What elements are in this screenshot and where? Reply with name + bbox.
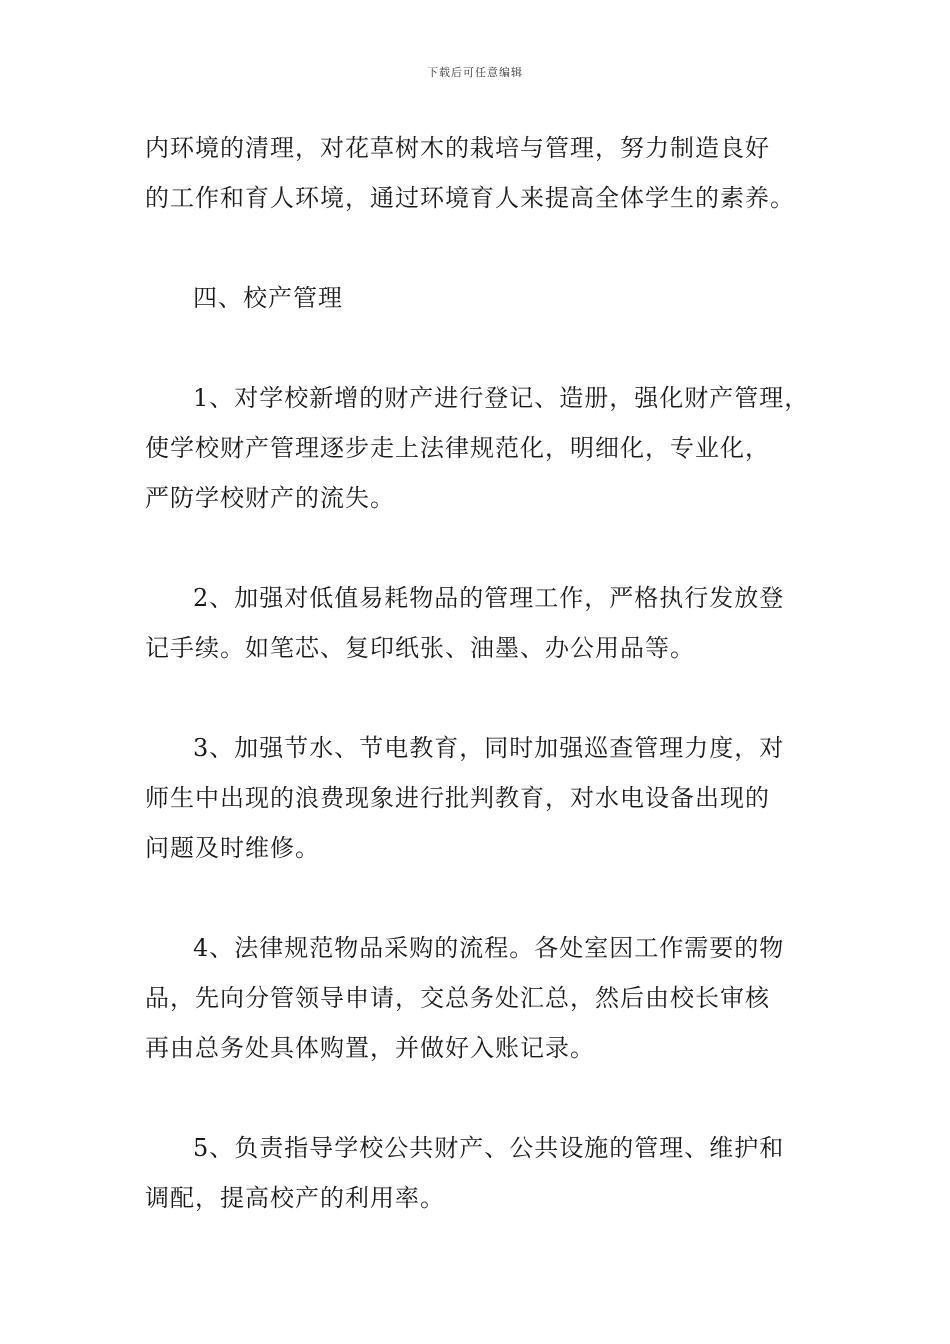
section-heading: 四、校产管理 <box>193 284 343 312</box>
paragraph-line: 使学校财产管理逐步走上法律规范化，明细化，专业化， <box>145 434 770 462</box>
paragraph-line: 再由总务处具体购置，并做好入账记录。 <box>145 1034 595 1062</box>
paragraph-line: 的工作和育人环境，通过环境育人来提高全体学生的素养。 <box>145 184 795 212</box>
paragraph-line: 1、对学校新增的财产进行登记、造册，强化财产管理， <box>193 384 810 412</box>
paragraph-line: 4、法律规范物品采购的流程。各处室因工作需要的物 <box>193 934 785 962</box>
paragraph-line: 问题及时维修。 <box>145 834 320 862</box>
paragraph-line: 品，先向分管领导申请，交总务处汇总，然后由校长审核 <box>145 984 770 1012</box>
page-header: 下载后可任意编辑 <box>427 66 523 79</box>
paragraph-line: 调配，提高校产的利用率。 <box>145 1184 445 1212</box>
paragraph-line: 严防学校财产的流失。 <box>145 484 395 512</box>
paragraph-line: 记手续。如笔芯、复印纸张、油墨、办公用品等。 <box>145 634 695 662</box>
paragraph-line: 5、负责指导学校公共财产、公共设施的管理、维护和 <box>193 1134 785 1162</box>
paragraph-line: 3、加强节水、节电教育，同时加强巡查管理力度，对 <box>193 734 785 762</box>
paragraph-line: 内环境的清理，对花草树木的栽培与管理，努力制造良好 <box>145 134 770 162</box>
paragraph-line: 师生中出现的浪费现象进行批判教育，对水电设备出现的 <box>145 784 770 812</box>
paragraph-line: 2、加强对低值易耗物品的管理工作，严格执行发放登 <box>193 584 785 612</box>
